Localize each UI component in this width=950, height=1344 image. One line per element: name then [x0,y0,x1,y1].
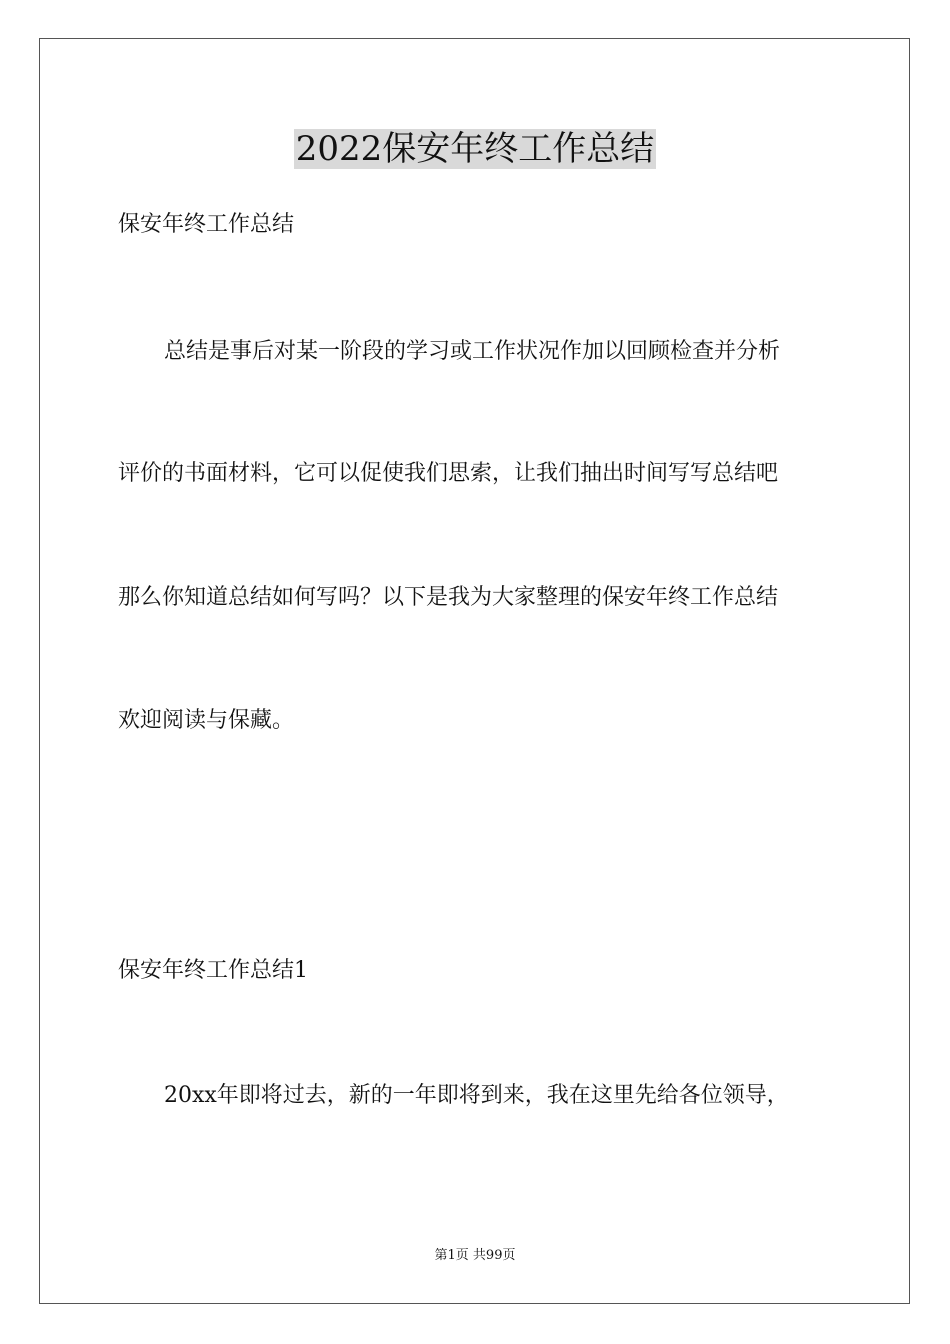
subtitle: 保安年终工作总结 [118,212,295,237]
intro-line-2: 评价的书面材料，它可以促使我们思索，让我们抽出时间写写总结吧 [118,461,779,486]
intro-line-1: 总结是事后对某一阶段的学习或工作状况作加以回顾检查并分析 [164,339,781,364]
intro-line-3: 那么你知道总结如何写吗？以下是我为大家整理的保安年终工作总结 [118,585,779,610]
document-title-text: 2022保安年终工作总结 [295,129,655,169]
section-line-1: 20xx年即将过去，新的一年即将到来，我在这里先给各位领导， [164,1083,789,1108]
document-title [0,128,950,170]
intro-line-4: 欢迎阅读与保藏。 [118,708,295,733]
page-number-footer: 第1页 共99页 [434,1248,516,1263]
section-heading: 保安年终工作总结1 [118,958,308,983]
